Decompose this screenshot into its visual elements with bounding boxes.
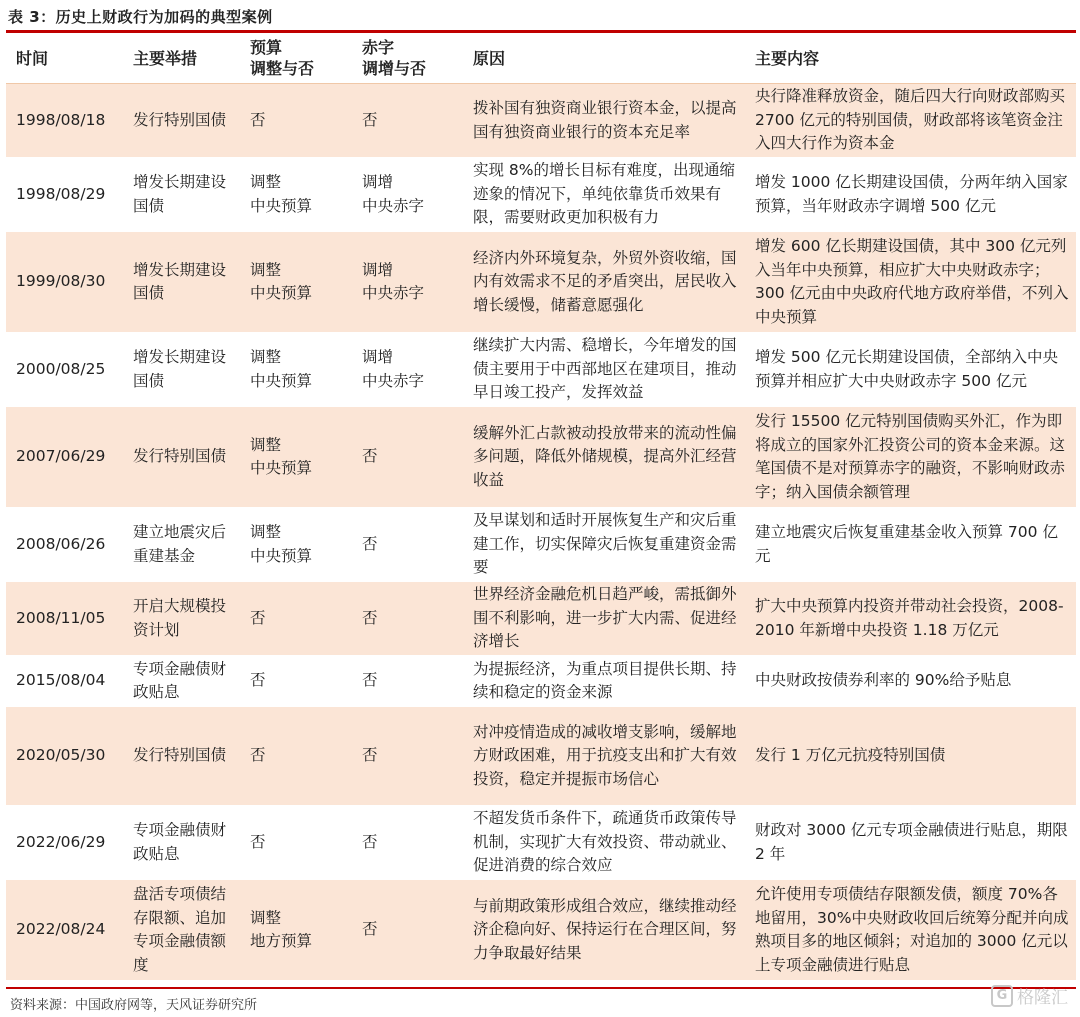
row-deficit-increased: 否 — [352, 707, 463, 806]
row-measure: 发行特别国债 — [123, 407, 240, 508]
row-deficit-increased: 否 — [352, 407, 463, 508]
header-measure: 主要举措 — [123, 33, 240, 84]
table-row — [6, 656, 1076, 707]
row-budget-adjusted: 否 — [240, 582, 352, 656]
header-reason: 原因 — [463, 33, 745, 84]
header-time: 时间 — [6, 33, 123, 84]
row-reason: 与前期政策形成组合效应，继续推动经济企稳向好、保持运行在合理区间，努力争取最好结果 — [463, 880, 745, 981]
row-deficit-increased: 否 — [352, 880, 463, 981]
row-budget-adjusted: 调整 中央预算 — [240, 158, 352, 232]
row-reason: 为提振经济，为重点项目提供长期、持续和稳定的资金来源 — [463, 656, 745, 707]
row-content: 央行降准释放资金，随后四大行向财政部购买 2700 亿元的特别国债，财政部将该笔资金注入四大行作为资本金 — [745, 84, 1076, 158]
row-reason: 实现 8%的增长目标有难度，出现通缩迹象的情况下，单纯依靠货币效果有限，需要财政更加积极有力 — [463, 158, 745, 232]
row-time: 2015/08/04 — [6, 656, 123, 707]
row-deficit-increased: 否 — [352, 806, 463, 880]
row-measure: 增发长期建设国债 — [123, 232, 240, 333]
header-deficit-increased: 赤字 调增与否 — [352, 33, 463, 84]
row-time: 2007/06/29 — [6, 407, 123, 508]
row-budget-adjusted: 调整 中央预算 — [240, 508, 352, 582]
row-measure: 盘活专项债结存限额、追加专项金融债额度 — [123, 880, 240, 981]
row-reason: 拨补国有独资商业银行资本金，以提高国有独资商业银行的资本充足率 — [463, 84, 745, 158]
row-reason: 世界经济金融危机日趋严峻，需抵御外围不利影响，进一步扩大内需、促进经济增长 — [463, 582, 745, 656]
row-measure: 增发长期建设国债 — [123, 158, 240, 232]
table-row — [6, 582, 1076, 656]
row-measure: 发行特别国债 — [123, 707, 240, 806]
row-deficit-increased: 调增 中央赤字 — [352, 158, 463, 232]
row-time: 2022/08/24 — [6, 880, 123, 981]
row-budget-adjusted: 否 — [240, 806, 352, 880]
row-content: 财政对 3000 亿元专项金融债进行贴息，期限 2 年 — [745, 806, 1076, 880]
table-row — [6, 84, 1076, 158]
header-content: 主要内容 — [745, 33, 1076, 84]
row-content: 发行 15500 亿元特别国债购买外汇，作为即将成立的国家外汇投资公司的资本金来源。这笔国债不是对预算赤字的融资，不影响财政赤字；纳入国债余额管理 — [745, 407, 1076, 508]
row-time: 1999/08/30 — [6, 232, 123, 333]
row-measure: 建立地震灾后重建基金 — [123, 508, 240, 582]
watermark-logo-icon: G — [991, 985, 1013, 1007]
row-time: 2000/08/25 — [6, 333, 123, 407]
row-reason: 对冲疫情造成的减收增支影响，缓解地方财政困难，用于抗疫支出和扩大有效投资，稳定并提振市场信心 — [463, 707, 745, 806]
row-content: 增发 600 亿长期建设国债，其中 300 亿元列入当年中央预算，相应扩大中央财政赤字；300 亿元由中央政府代地方政府举借，不列入中央预算 — [745, 232, 1076, 333]
row-content: 增发 1000 亿长期建设国债，分两年纳入国家预算，当年财政赤字调增 500 亿元 — [745, 158, 1076, 232]
row-budget-adjusted: 调整 中央预算 — [240, 232, 352, 333]
watermark — [991, 983, 1068, 1008]
table-row — [6, 806, 1076, 880]
row-deficit-increased: 调增 中央赤字 — [352, 232, 463, 333]
table-caption: 表 3：历史上财政行为加码的典型案例 — [8, 8, 273, 26]
cases-table — [6, 33, 1076, 981]
table-row — [6, 880, 1076, 981]
row-budget-adjusted: 否 — [240, 656, 352, 707]
row-reason: 不超发货币条件下，疏通货币政策传导机制，实现扩大有效投资、带动就业、促进消费的综合效应 — [463, 806, 745, 880]
row-reason: 及早谋划和适时开展恢复生产和灾后重建工作，切实保障灾后恢复重建资金需要 — [463, 508, 745, 582]
row-content: 增发 500 亿元长期建设国债，全部纳入中央预算并相应扩大中央财政赤字 500 亿元 — [745, 333, 1076, 407]
table-row — [6, 232, 1076, 333]
row-budget-adjusted: 调整 中央预算 — [240, 333, 352, 407]
header-budget-adjusted: 预算 调整与否 — [240, 33, 352, 84]
watermark-text: 格隆汇 — [1017, 988, 1068, 1008]
row-budget-adjusted: 调整 地方预算 — [240, 880, 352, 981]
row-reason: 缓解外汇占款被动投放带来的流动性偏多问题，降低外储规模，提高外汇经营收益 — [463, 407, 745, 508]
table-row — [6, 333, 1076, 407]
row-measure: 开启大规模投资计划 — [123, 582, 240, 656]
row-reason: 经济内外环境复杂，外贸外资收缩，国内有效需求不足的矛盾突出，居民收入增长缓慢，储蓄意愿强化 — [463, 232, 745, 333]
row-budget-adjusted: 调整 中央预算 — [240, 407, 352, 508]
bottom-rule — [6, 987, 1076, 989]
row-content: 允许使用专项债结存限额发债，额度 70%各地留用，30%中央财政收回后统筹分配并向成熟项目多的地区倾斜；对追加的 3000 亿元以上专项金融债进行贴息 — [745, 880, 1076, 981]
table-row — [6, 707, 1076, 806]
row-time: 1998/08/29 — [6, 158, 123, 232]
row-deficit-increased: 否 — [352, 582, 463, 656]
row-deficit-increased: 否 — [352, 508, 463, 582]
row-deficit-increased: 否 — [352, 656, 463, 707]
row-deficit-increased: 否 — [352, 84, 463, 158]
row-budget-adjusted: 否 — [240, 84, 352, 158]
row-time: 1998/08/18 — [6, 84, 123, 158]
row-time: 2008/06/26 — [6, 508, 123, 582]
table-header-row — [6, 33, 1076, 84]
row-content: 发行 1 万亿元抗疫特别国债 — [745, 707, 1076, 806]
row-measure: 发行特别国债 — [123, 84, 240, 158]
row-time: 2008/11/05 — [6, 582, 123, 656]
row-content: 扩大中央预算内投资并带动社会投资，2008-2010 年新增中央投资 1.18 万亿元 — [745, 582, 1076, 656]
table-row — [6, 508, 1076, 582]
row-reason: 继续扩大内需、稳增长，今年增发的国债主要用于中西部地区在建项目，推动早日竣工投产，发挥效益 — [463, 333, 745, 407]
table-row — [6, 407, 1076, 508]
row-time: 2022/06/29 — [6, 806, 123, 880]
row-budget-adjusted: 否 — [240, 707, 352, 806]
row-measure: 增发长期建设国债 — [123, 333, 240, 407]
row-content: 建立地震灾后恢复重建基金收入预算 700 亿元 — [745, 508, 1076, 582]
table-row — [6, 158, 1076, 232]
row-time: 2020/05/30 — [6, 707, 123, 806]
row-measure: 专项金融债财政贴息 — [123, 806, 240, 880]
row-content: 中央财政按债券利率的 90%给予贴息 — [745, 656, 1076, 707]
row-deficit-increased: 调增 中央赤字 — [352, 333, 463, 407]
source-note: 资料来源：中国政府网等，天风证券研究所 — [10, 998, 258, 1013]
row-measure: 专项金融债财政贴息 — [123, 656, 240, 707]
